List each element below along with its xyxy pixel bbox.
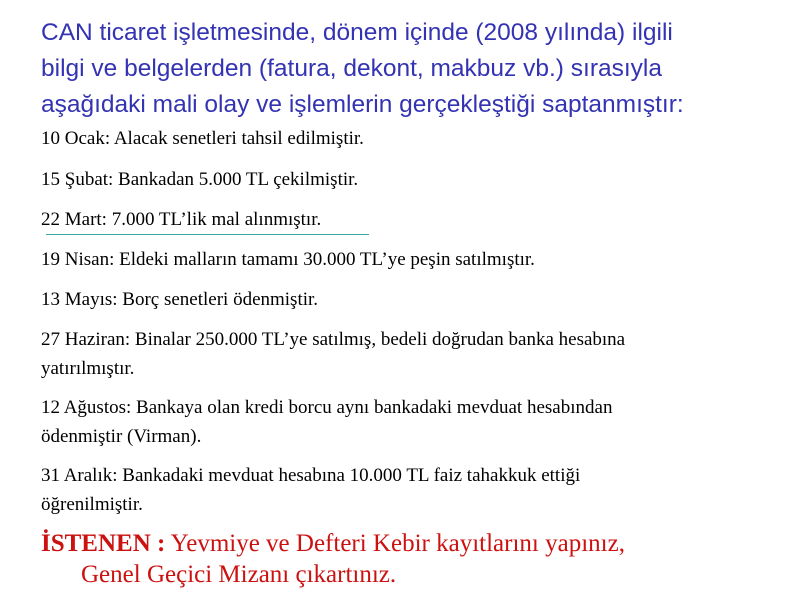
intro-heading [41, 15, 781, 123]
task-line-1 [41, 528, 781, 559]
event-text: 19 Nisan: Eldeki malların tamamı 30.000 TL’ye peşin satılmıştır. [41, 249, 535, 270]
event-text: 31 Aralık: Bankadaki mevduat hesabına 10.000 TL faiz tahakkuk ettiği [41, 465, 581, 486]
event-text-continued: ödenmiştir (Virman). [41, 426, 202, 447]
intro-line-1: CAN ticaret işletmesinde, dönem içinde (2008 yılında) ilgili [41, 19, 673, 46]
event-item-haziran [41, 325, 761, 383]
event-item-mart [41, 205, 761, 234]
event-item-mayis [41, 285, 761, 314]
event-text: 10 Ocak: Alacak senetleri tahsil edilmiştir. [41, 128, 364, 149]
event-text: 27 Haziran: Binalar 250.000 TL’ye satılmış, bedeli doğrudan banka hesabına [41, 329, 626, 350]
task-statement [41, 528, 781, 590]
event-item-agustos [41, 393, 761, 451]
task-label: İSTENEN : [41, 530, 166, 557]
event-text: 13 Mayıs: Borç senetleri ödenmiştir. [41, 289, 319, 310]
event-text: 22 Mart: 7.000 TL’lik mal alınmıştır. [41, 209, 322, 230]
intro-line-3: aşağıdaki mali olay ve işlemlerin gerçekleştiği saptanmıştır: [41, 91, 684, 118]
event-text-continued: öğrenilmiştir. [41, 494, 143, 515]
intro-line-2: bilgi ve belgelerden (fatura, dekont, makbuz vb.) sırasıyla [41, 55, 662, 82]
event-item-subat [41, 165, 761, 194]
divider-rule [46, 234, 369, 235]
event-item-ocak [41, 124, 761, 153]
task-text: Yevmiye ve Defteri Kebir kayıtlarını yapınız, [165, 530, 625, 557]
event-item-aralik [41, 461, 761, 519]
event-text: 12 Ağustos: Bankaya olan kredi borcu aynı bankadaki mevduat hesabından [41, 397, 613, 418]
event-item-nisan [41, 245, 761, 274]
event-text-continued: yatırılmıştır. [41, 358, 135, 379]
task-line-2: Genel Geçici Mizanı çıkartınız. [81, 561, 397, 588]
event-text: 15 Şubat: Bankadan 5.000 TL çekilmiştir. [41, 169, 359, 190]
